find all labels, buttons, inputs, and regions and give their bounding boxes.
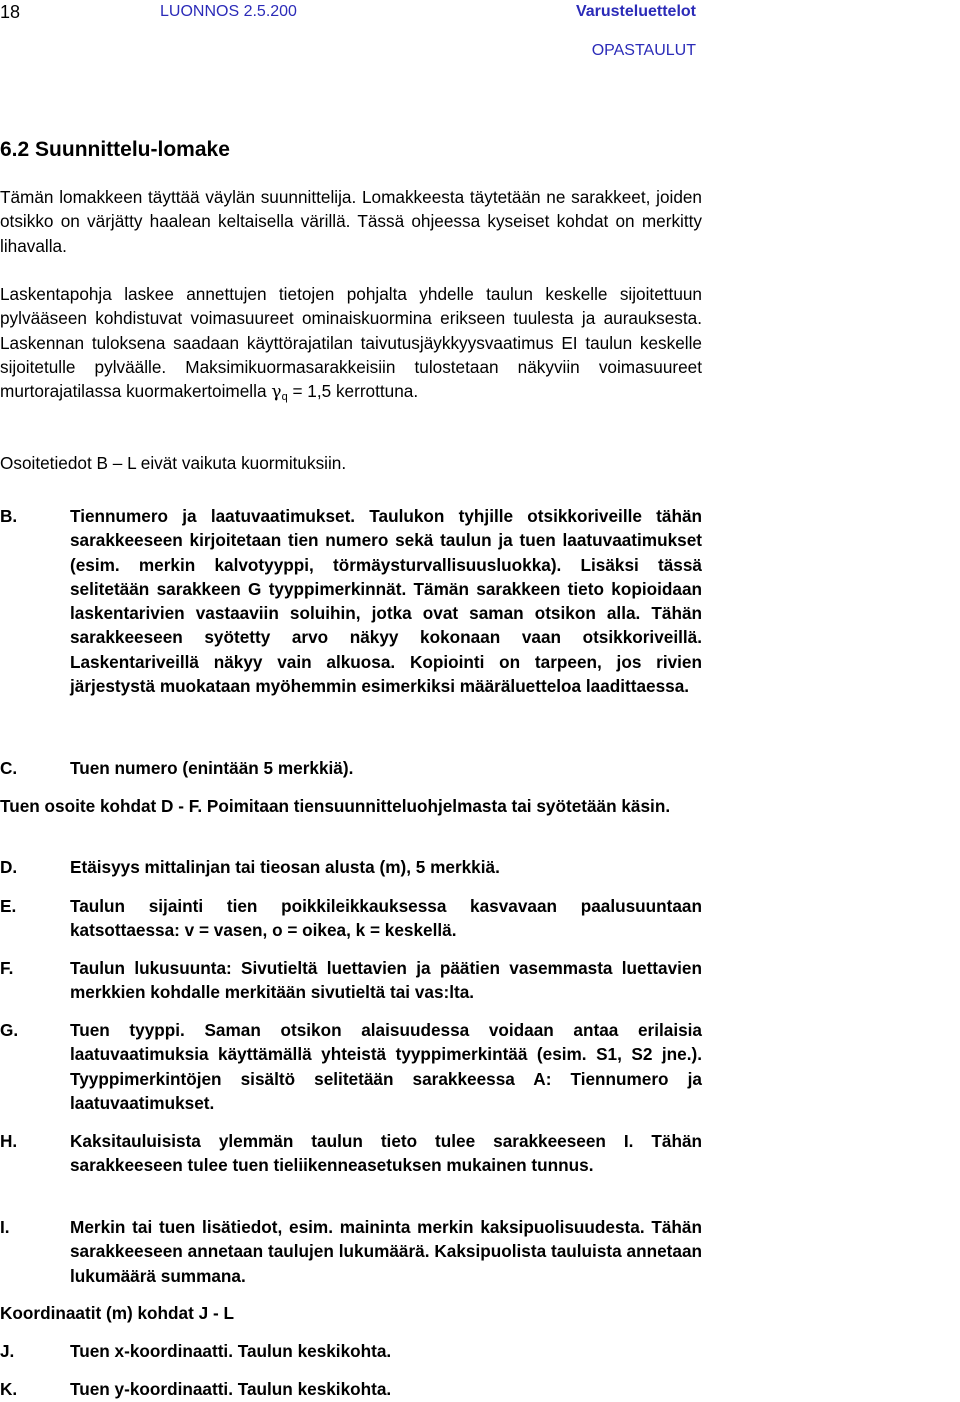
section-title: 6.2 Suunnittelu-lomake: [0, 138, 230, 161]
item-description: Tiennumero ja laatuvaatimukset. Taulukon tyhjille otsikkoriveille tähän sarakkeeseen kirjoitetaan tien numero sekä taulun ja tuen laatuvaatimukset (esim. merkin kalvotyyppi, törmäysturvallisuusluokka). Lisäksi tässä selitetään sarakkeen G tyyppimerkinnät. Tämän sarakkeen tieto kopioidaan laskentarivien vastaaviin soluihin, jotka ovat saman otsikon alla. Tähän sarakkeeseen syötetty arvo näkyy kokonaan vaan otsikkoriveillä. Laskentariveillä näkyy vain alkuosa. Kopiointi on tarpeen, jos rivien järjestystä muokataan myöhemmin esimerkiksi määräluetteloa laadittaessa.: [70, 506, 702, 697]
item-g: [0, 1018, 702, 1115]
item-letter: H.: [0, 1131, 18, 1151]
item-description: Taulun sijainti tien poikkileikkauksessa kasvavaan paalusuuntaan katsottaessa: v = vasen, o = oikea, k = keskellä.: [70, 896, 702, 941]
draft-label: LUONNOS 2.5.200: [160, 3, 297, 20]
document-title: Varusteluettelot: [575, 3, 696, 20]
item-f: [0, 956, 702, 1005]
intro-paragraph-1: Tämän lomakkeen täyttää väylän suunnittelija. Lomakkeesta täytetään ne sarakkeet, joiden otsikko on värjätty haalean keltaisella värillä. Tässä ohjeessa kyseiset kohdat on merkitty lihavalla.: [0, 187, 702, 256]
item-description: Tuen numero (enintään 5 merkkiä).: [70, 758, 354, 778]
address-heading: Tuen osoite kohdat D - F. Poimitaan tiensuunnitteluohjelmasta tai syötetään käsin.: [0, 796, 671, 816]
intro-paragraph-2-text: Laskentapohja laskee annettujen tietojen pohjalta yhdelle taulun keskelle sijoitettuun pylvääseen kohdistuvat voimasuureet ominaiskuormina erikseen tuulesta ja aurauksesta. Laskennan tuloksena saadaan käyttörajatilan taivutusjäykkyysvaatimus EI taulun keskelle sijoitetulle pylväälle. Maksimikuormasarakkeisiin tulostetaan näkyviin voimasuureet murtorajatilassa kuormakertoimella: [0, 284, 702, 402]
item-description: Taulun lukusuunta: Sivutieltä luettavien ja päätien vasemmasta luettavien merkkien kohdalle merkitään sivutieltä tai vas:lta.: [70, 958, 702, 1003]
item-i: [0, 1215, 702, 1288]
document-subtitle: OPASTAULUT: [591, 42, 696, 59]
item-letter: B.: [0, 506, 18, 526]
item-e: [0, 894, 702, 943]
item-letter: K.: [0, 1379, 18, 1399]
item-c: [0, 756, 702, 780]
item-k: [0, 1377, 702, 1401]
item-letter: C.: [0, 758, 18, 778]
page-number: 18: [0, 2, 21, 22]
item-description: Tuen x-koordinaatti. Taulun keskikohta.: [70, 1341, 392, 1361]
item-d: [0, 855, 702, 879]
item-letter: J.: [0, 1341, 15, 1361]
item-description: Etäisyys mittalinjan tai tieosan alusta (m), 5 merkkiä.: [70, 857, 500, 877]
intro-paragraph-3: Osoitetiedot B – L eivät vaikuta kuormituksiin.: [0, 453, 347, 473]
item-description: Tuen tyyppi. Saman otsikon alaisuudessa voidaan antaa erilaisia laatuvaatimuksia käyttämällä yhteistä tyyppimerkintää (esim. S1, S2 jne.). Tyyppimerkintöjen sisältö selitetään sarakkeessa A: Tiennumero ja laatuvaatimukset.: [70, 1020, 702, 1113]
item-description: Kaksitauluisista ylemmän taulun tieto tulee sarakkeeseen I. Tähän sarakkeeseen tulee tuen tieliikenneasetuksen mukainen tunnus.: [70, 1131, 702, 1176]
gamma-subscript: q: [281, 391, 288, 404]
item-h: [0, 1129, 702, 1178]
item-letter: E.: [0, 896, 17, 916]
coordinates-heading: Koordinaatit (m) kohdat J - L: [0, 1303, 234, 1323]
intro-paragraph-2: [0, 282, 702, 409]
item-letter: G.: [0, 1020, 19, 1040]
item-letter: I.: [0, 1217, 10, 1237]
item-description: Tuen y-koordinaatti. Taulun keskikohta.: [70, 1379, 392, 1399]
item-letter: D.: [0, 857, 18, 877]
item-b: [0, 504, 702, 698]
gamma-symbol: γ: [271, 382, 282, 403]
item-letter: F.: [0, 958, 14, 978]
intro-paragraph-2-end: = 1,5 kerrottuna.: [287, 381, 419, 402]
item-j: [0, 1339, 702, 1363]
item-description: Merkin tai tuen lisätiedot, esim. maininta merkin kaksipuolisuudesta. Tähän sarakkeeseen annetaan taulujen lukumäärä. Kaksipuolista tauluista annetaan lukumäärä summana.: [70, 1217, 702, 1286]
